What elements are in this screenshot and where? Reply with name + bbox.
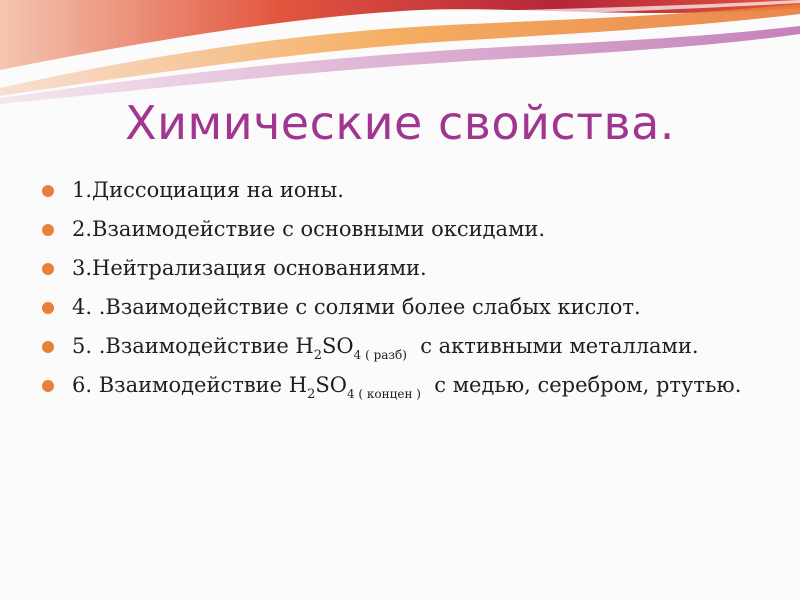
list-item-text-prefix: 5. .Взаимодействие H [72,334,314,358]
list-item-text: 2.Взаимодействие с основными оксидами. [72,217,546,241]
list-item [42,215,742,244]
bullet-dot-icon [42,185,54,197]
formula-so: SO [322,334,354,358]
list-item-text-suffix: с активными металлами. [406,334,699,358]
list-item-text: 3.Нейтрализация основаниями. [72,256,427,280]
slide-title: Химические свойства. [125,96,675,150]
bullet-list [42,176,742,410]
list-item [42,371,742,400]
formula-so: SO [315,373,347,397]
list-item [42,176,742,205]
list-item-text-suffix: с медью, серебром, ртутью. [420,373,742,397]
list-item [42,254,742,283]
bullet-dot-icon [42,263,54,275]
list-item-text: 4. .Взаимодействие с солями более слабых кислот. [72,295,641,319]
bullet-dot-icon [42,341,54,353]
list-item-text: 1.Диссоциация на ионы. [72,178,344,202]
bullet-dot-icon [42,380,54,392]
list-item-text-prefix: 6. Взаимодействие H [72,373,308,397]
list-item [42,293,742,322]
bullet-dot-icon [42,224,54,236]
subscript-2: 2 [313,348,323,363]
subscript-2: 2 [307,387,316,402]
bullet-dot-icon [42,302,54,314]
subscript-4-dilute: 4 ( разб) [353,348,407,362]
subscript-4-concentrated: 4 ( концен ) [346,387,421,401]
list-item [42,332,742,361]
